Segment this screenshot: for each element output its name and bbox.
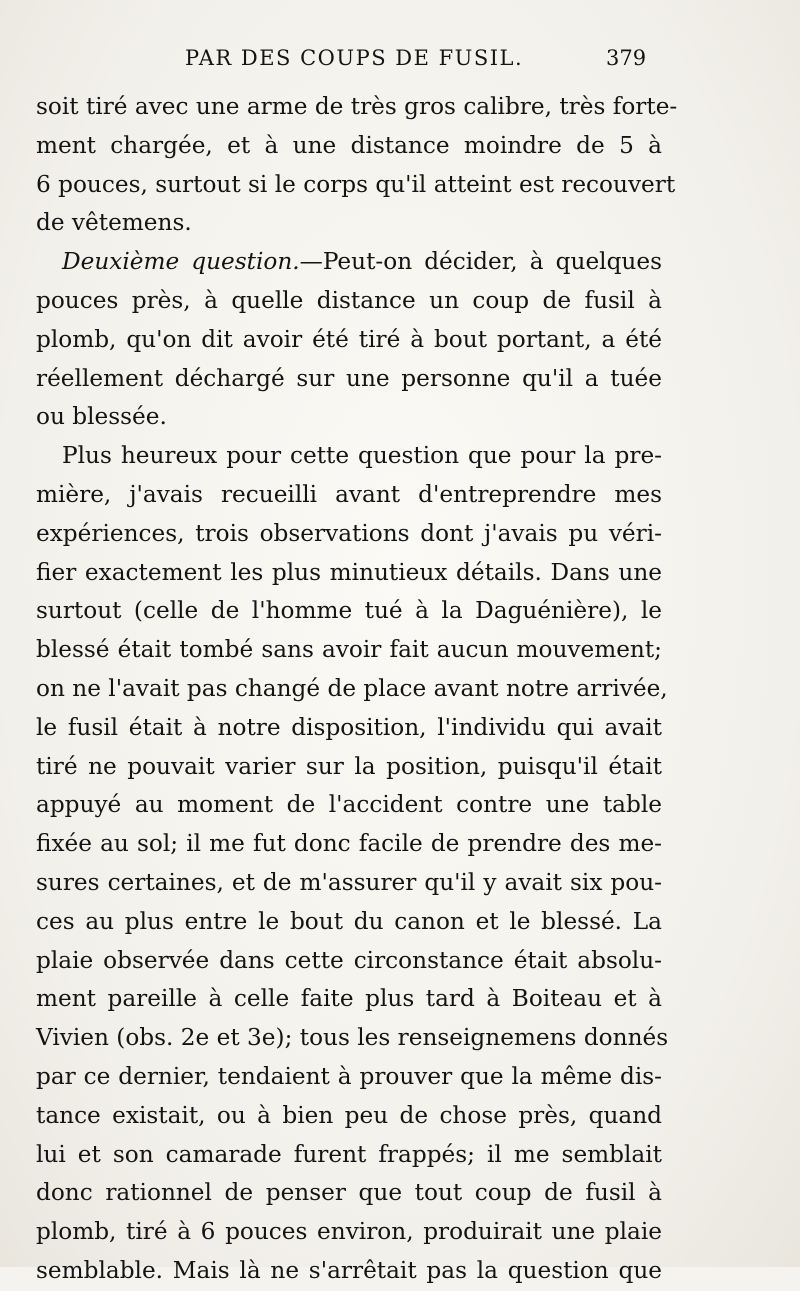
page-number: 379 bbox=[606, 46, 647, 70]
page-header bbox=[0, 46, 800, 82]
text-line-27: tance existait, ou à bien peu de chose près, quand bbox=[36, 1101, 662, 1129]
text-line-13: fier exactement les plus minutieux détails. Dans une bbox=[36, 558, 662, 586]
text-line-22: ces au plus entre le bout du canon et le blessé. La bbox=[36, 907, 662, 935]
text-line-3: 6 pouces, surtout si le corps qu'il atteint est recouvert bbox=[36, 170, 676, 198]
text-line-9: ou blessée. bbox=[36, 403, 167, 431]
text-line-16: on ne l'avait pas changé de place avant notre arrivée, bbox=[36, 674, 668, 702]
text-line-1: soit tiré avec une arme de très gros calibre, très forte- bbox=[36, 93, 678, 120]
text-line-7: plomb, qu'on dit avoir été tiré à bout portant, a été bbox=[36, 325, 662, 353]
text-line-28: lui et son camarade furent frappés; il me semblait bbox=[36, 1140, 662, 1168]
question-label: Deuxième question. bbox=[62, 248, 300, 276]
text-line-17: le fusil était à notre disposition, l'individu qui avait bbox=[36, 713, 662, 741]
text-line-5 bbox=[36, 243, 662, 282]
text-line-26: par ce dernier, tendaient à prouver que la même dis- bbox=[36, 1062, 662, 1090]
text-line-25: Vivien (obs. 2e et 3e); tous les renseignemens donnés bbox=[36, 1024, 669, 1052]
text-line-29: donc rationnel de penser que tout coup de fusil à bbox=[36, 1179, 662, 1207]
question-text: —Peut-on décider, à quelques bbox=[299, 248, 662, 276]
text-line-15: blessé était tombé sans avoir fait aucun mouvement; bbox=[36, 636, 662, 664]
text-line-30: plomb, tiré à 6 pouces environ, produirait une plaie bbox=[36, 1218, 662, 1246]
text-line-21: sures certaines, et de m'assurer qu'il y avait six pou- bbox=[36, 868, 662, 896]
text-line-19: appuyé au moment de l'accident contre une table bbox=[36, 791, 662, 819]
text-line-31: semblable. Mais là ne s'arrêtait pas la question que bbox=[36, 1256, 662, 1284]
running-title: PAR DES COUPS DE FUSIL. bbox=[185, 46, 524, 70]
text-line-8: réellement déchargé sur une personne qu'il a tuée bbox=[36, 364, 662, 392]
text-line-11: mière, j'avais recueilli avant d'entreprendre mes bbox=[36, 480, 662, 508]
text-line-20: fixée au sol; il me fut donc facile de prendre des me- bbox=[36, 830, 662, 858]
text-line-23: plaie observée dans cette circonstance était absolu- bbox=[36, 946, 662, 974]
text-line-10: Plus heureux pour cette question que pour la pre- bbox=[62, 442, 662, 470]
body-text bbox=[36, 88, 678, 1291]
text-line-2: ment chargée, et à une distance moindre de 5 à bbox=[36, 131, 662, 159]
text-line-14: surtout (celle de l'homme tué à la Daguénière), le bbox=[36, 597, 662, 625]
text-line-24: ment pareille à celle faite plus tard à Boiteau et à bbox=[36, 985, 662, 1013]
text-line-18: tiré ne pouvait varier sur la position, puisqu'il était bbox=[36, 752, 662, 780]
text-line-6: pouces près, à quelle distance un coup de fusil à bbox=[36, 286, 662, 314]
text-line-4: de vêtemens. bbox=[36, 209, 192, 237]
text-line-12: expériences, trois observations dont j'avais pu véri- bbox=[36, 519, 662, 547]
